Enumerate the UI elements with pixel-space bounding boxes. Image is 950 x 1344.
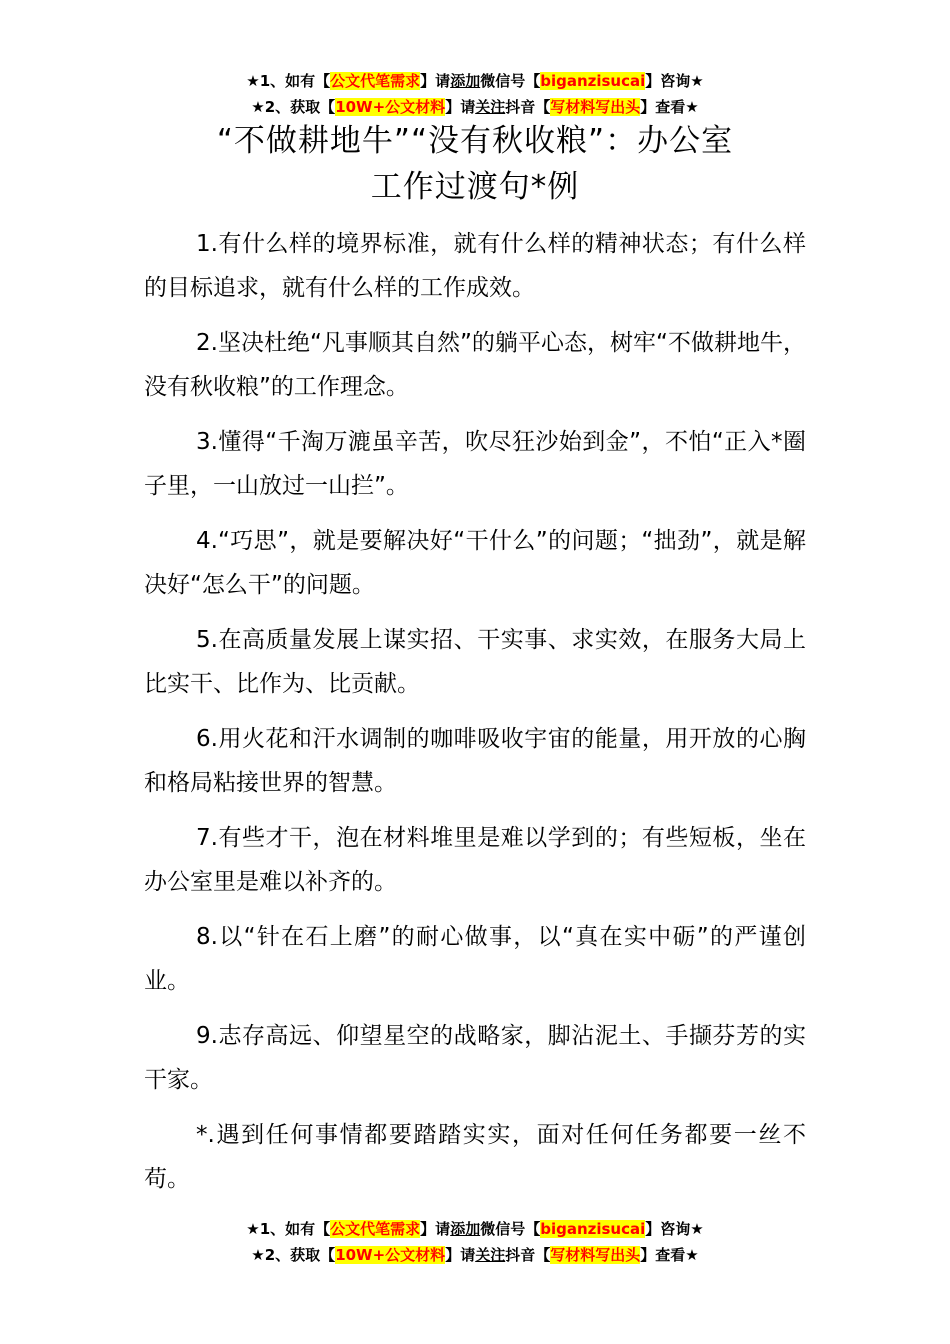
promo-underline: 添加 — [450, 1220, 481, 1238]
promo-text: ★2、获取【 — [251, 1246, 336, 1264]
promo-text: 微信号【 — [480, 72, 541, 90]
promo-text: ★1、如有【 — [246, 1220, 331, 1238]
promo-highlight-douyin: 写材料写出头 — [550, 98, 641, 116]
footer-promo-line-2 — [0, 1242, 950, 1268]
promo-text: 】请 — [420, 1220, 451, 1238]
promo-text: ★1、如有【 — [246, 72, 331, 90]
paragraph-5: 5.在高质量发展上谋实招、干实事、求实效，在服务大局上比实干、比作为、比贡献。 — [144, 627, 806, 697]
promo-text: 微信号【 — [480, 1220, 541, 1238]
promo-text: 】请 — [420, 72, 451, 90]
promo-highlight: 公文代笔需求 — [330, 72, 421, 90]
title-line-2: 工作过渡句*例 — [370, 169, 580, 205]
promo-text: 】查看★ — [640, 1246, 699, 1264]
paragraph-1: 1.有什么样的境界标准，就有什么样的精神状态；有什么样的目标追求，就有什么样的工作成效。 — [144, 231, 806, 301]
promo-highlight: 10W+公文材料 — [335, 98, 446, 116]
paragraph-2: 2.坚决杜绝“凡事顺其自然”的躺平心态，树牢“不做耕地牛，没有秋收粮”的工作理念。 — [144, 330, 806, 400]
header-promo-line-2 — [0, 94, 950, 120]
promo-underline: 添加 — [450, 72, 481, 90]
promo-highlight: 10W+公文材料 — [335, 1246, 446, 1264]
promo-text: 】查看★ — [640, 98, 699, 116]
promo-highlight-wechat-id: biganzisucai — [540, 1220, 646, 1238]
promo-highlight: 公文代笔需求 — [330, 1220, 421, 1238]
paragraph-10: *.遇到任何事情都要踏踏实实，面对任何任务都要一丝不苟。 — [144, 1122, 806, 1192]
paragraph-3: 3.懂得“千淘万漉虽辛苦，吹尽狂沙始到金”，不怕“正入*圈子里，一山放过一山拦”。 — [144, 429, 806, 499]
header-promo-line-1 — [0, 68, 950, 94]
promo-highlight-douyin: 写材料写出头 — [550, 1246, 641, 1264]
promo-highlight-wechat-id: biganzisucai — [540, 72, 646, 90]
paragraph-4: 4.“巧思”，就是要解决好“干什么”的问题；“拙劲”，就是解决好“怎么干”的问题。 — [144, 528, 806, 598]
promo-text: 】请 — [445, 98, 476, 116]
title-line-1: “不做耕地牛”“没有秋收粮”：办公室 — [216, 123, 734, 159]
promo-text: 抖音【 — [505, 98, 551, 116]
paragraph-8: 8.以“针在石上磨”的耐心做事，以“真在实中砺”的严谨创业。 — [144, 924, 806, 994]
promo-underline: 关注 — [475, 98, 506, 116]
document-title — [140, 118, 810, 210]
promo-text: 】请 — [445, 1246, 476, 1264]
footer-promo-line-1 — [0, 1216, 950, 1242]
promo-text: ★2、获取【 — [251, 98, 336, 116]
paragraph-7: 7.有些才干，泡在材料堆里是难以学到的；有些短板，坐在办公室里是难以补齐的。 — [144, 825, 806, 895]
promo-text: 】咨询★ — [645, 72, 704, 90]
promo-underline: 关注 — [475, 1246, 506, 1264]
header-promo — [0, 68, 950, 120]
document-body — [144, 222, 806, 1212]
footer-promo — [0, 1216, 950, 1268]
paragraph-6: 6.用火花和汗水调制的咖啡吸收宇宙的能量，用开放的心胸和格局粘接世界的智慧。 — [144, 726, 806, 796]
promo-text: 抖音【 — [505, 1246, 551, 1264]
paragraph-9: 9.志存高远、仰望星空的战略家，脚沾泥土、手撷芬芳的实干家。 — [144, 1023, 806, 1093]
promo-text: 】咨询★ — [645, 1220, 704, 1238]
